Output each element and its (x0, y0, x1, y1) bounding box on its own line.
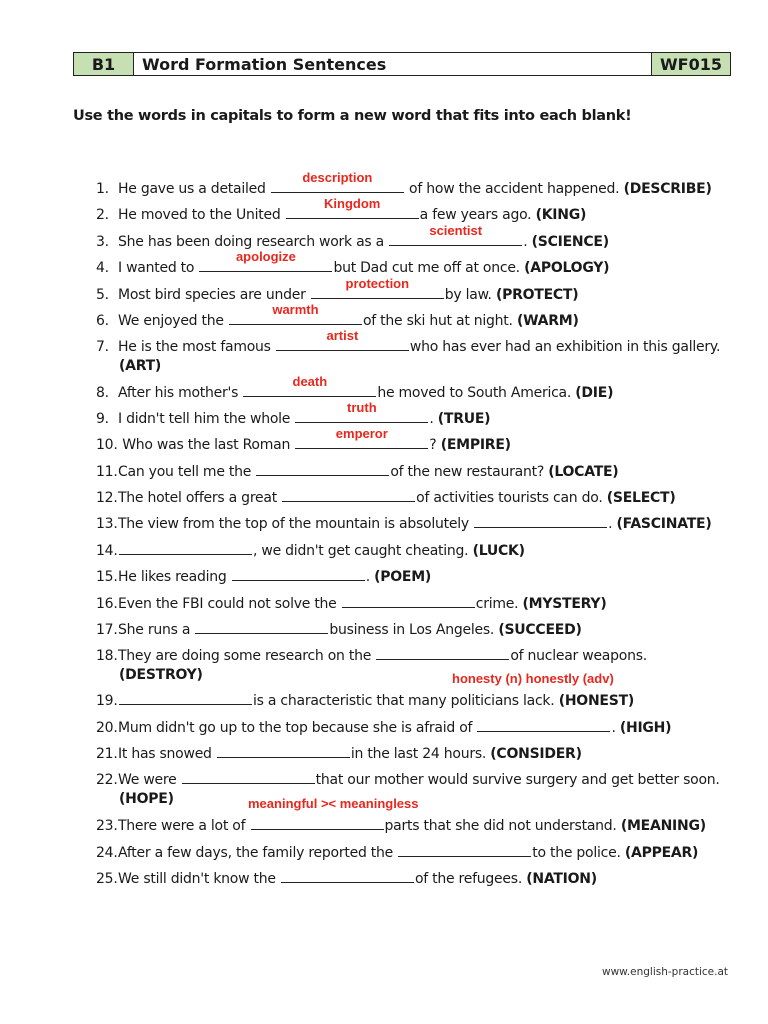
item-number: 17. (96, 622, 118, 638)
base-word: (SELECT) (606, 490, 676, 506)
answer-blank[interactable] (119, 692, 252, 705)
item-text-after: who has ever had an exhibition in this gallery. (409, 339, 721, 355)
item-number: 10. (96, 437, 118, 453)
answer-blank[interactable] (119, 542, 252, 555)
footer-url[interactable]: www.english-practice.at (602, 966, 729, 978)
base-word: (SCIENCE) (531, 234, 609, 250)
item-number: 19. (96, 693, 118, 709)
worksheet-title: Word Formation Sentences (134, 53, 651, 75)
item-text-before: She has been doing research work as a (118, 234, 389, 250)
item-text-after: by law. (444, 287, 496, 303)
base-word: (LUCK) (472, 543, 525, 559)
item-text-after: . (608, 516, 617, 532)
item-number: 18. (96, 648, 118, 664)
base-word: (MYSTERY) (522, 596, 607, 612)
item-number: 12. (96, 490, 118, 506)
exercise-item (96, 719, 671, 737)
exercise-item (96, 223, 609, 251)
base-word: (APPEAR) (624, 845, 699, 861)
item-text-after: is a characteristic that many politicians lack. (253, 693, 559, 709)
base-word: (DESCRIBE) (623, 181, 712, 197)
item-text-before: I didn't tell him the whole (118, 411, 295, 427)
answer-blank[interactable] (389, 223, 522, 246)
item-number: 7. (96, 339, 109, 355)
answer-text: apologize (235, 249, 296, 264)
answer-blank[interactable] (311, 276, 444, 299)
exercise-item (96, 400, 491, 428)
item-number: 14. (96, 543, 118, 559)
item-text-after: . (365, 569, 375, 585)
base-word: (TRUE) (437, 411, 491, 427)
exercise-item (96, 568, 431, 586)
item-text-before: Even the FBI could not solve the (118, 596, 341, 612)
answer-text: truth (347, 400, 377, 415)
answer-blank[interactable] (342, 595, 475, 608)
exercise-item (96, 489, 676, 507)
base-word: (HONEST) (558, 693, 635, 709)
item-number: 3. (96, 234, 109, 250)
item-text-after: of activities tourists can do. (416, 490, 607, 506)
item-text-before: After a few days, the family reported the (118, 845, 398, 861)
item-number: 1. (96, 181, 109, 197)
item-number: 8. (96, 385, 109, 401)
item-text-before: Can you tell me the (118, 464, 256, 480)
item-number: 2. (96, 207, 109, 223)
exercise-item (96, 647, 647, 665)
level-badge: B1 (74, 53, 134, 75)
item-text-after: of the refugees. (414, 871, 527, 887)
item-text-after: parts that she did not understand. (384, 818, 621, 834)
item-text-after: of nuclear weapons. (510, 648, 647, 664)
item-text-before: I wanted to (118, 260, 199, 276)
item-text-before: They are doing some research on the (118, 648, 376, 664)
answer-blank[interactable] (217, 745, 350, 758)
base-word: (SUCCEED) (498, 622, 582, 638)
worksheet-header (73, 52, 731, 76)
answer-blank[interactable] (232, 568, 365, 581)
answer-text: description (302, 170, 373, 185)
base-word: (APOLOGY) (524, 260, 610, 276)
answer-text: scientist (429, 223, 483, 238)
answer-blank[interactable] (229, 302, 362, 325)
base-word: (MEANING) (620, 818, 706, 834)
exercise-item (96, 692, 634, 710)
answer-blank[interactable] (286, 196, 419, 219)
item-text-before: After his mother's (118, 385, 243, 401)
exercise-item (96, 844, 698, 862)
base-word: (PROTECT) (495, 287, 579, 303)
answer-blank[interactable] (276, 328, 409, 351)
item-number: 23. (96, 818, 118, 834)
item-number: 9. (96, 411, 109, 427)
item-text-before: It has snowed (118, 746, 216, 762)
answer-text: Kingdom (324, 196, 381, 211)
answer-blank[interactable] (243, 374, 376, 397)
item-text-after: of how the accident happened. (404, 181, 624, 197)
base-word: (WARM) (516, 313, 579, 329)
base-word: (CONSIDER) (490, 746, 582, 762)
item-text-after: ? (429, 437, 441, 453)
base-word: (DESTROY) (119, 667, 203, 683)
item-number: 13. (96, 516, 118, 532)
item-text-after: of the new restaurant? (390, 464, 549, 480)
base-word: (KING) (535, 207, 587, 223)
exercise-item (96, 745, 582, 763)
item-number: 5. (96, 287, 109, 303)
instructions: Use the words in capitals to form a new word that fits into each blank! (73, 108, 632, 124)
answer-blank[interactable] (182, 771, 315, 784)
item-number: 4. (96, 260, 109, 276)
answer-blank[interactable] (295, 426, 428, 449)
answer-blank[interactable] (281, 870, 414, 883)
exercise-item (96, 817, 706, 835)
item-text-after: business in Los Angeles. (329, 622, 499, 638)
answer-blank[interactable] (199, 249, 332, 272)
answer-text: artist (326, 328, 359, 343)
base-word: (POEM) (374, 569, 432, 585)
exercise-item (96, 595, 606, 613)
item-text-before: He moved to the United (118, 207, 285, 223)
item-text-after: , we didn't get caught cheating. (253, 543, 473, 559)
answer-blank[interactable] (474, 515, 607, 528)
exercise-item (96, 328, 721, 356)
handwritten-note: meaningful >< meaningless (248, 796, 419, 811)
item-text-before: We still didn't know the (118, 871, 280, 887)
item-text-after: . (429, 411, 438, 427)
answer-text: emperor (335, 426, 388, 441)
base-word: (HIGH) (619, 720, 672, 736)
answer-blank[interactable] (295, 400, 428, 423)
item-text-before: The view from the top of the mountain is absolutely (118, 516, 474, 532)
item-text-after: in the last 24 hours. (350, 746, 491, 762)
item-text-before: He likes reading (118, 569, 231, 585)
item-text-before: The hotel offers a great (118, 490, 282, 506)
item-text-before: Who was the last Roman (118, 437, 295, 453)
answer-text: warmth (272, 302, 319, 317)
exercise-item (96, 515, 711, 533)
item-text-before: There were a lot of (118, 818, 250, 834)
item-number: 15. (96, 569, 118, 585)
item-number: 11. (96, 464, 118, 480)
item-text-after: but Dad cut me off at once. (333, 260, 525, 276)
answer-blank[interactable] (256, 463, 389, 476)
worksheet-code: WF015 (651, 53, 730, 75)
base-word: (DIE) (575, 385, 614, 401)
item-number: 16. (96, 596, 118, 612)
answer-blank[interactable] (271, 170, 404, 193)
answer-blank[interactable] (282, 489, 415, 502)
item-number: 6. (96, 313, 109, 329)
item-text-before: We were (118, 772, 181, 788)
item-text-before: He gave us a detailed (118, 181, 270, 197)
base-word: (LOCATE) (548, 464, 619, 480)
answer-blank[interactable] (477, 719, 610, 732)
item-number: 22. (96, 772, 118, 788)
base-word: (EMPIRE) (440, 437, 511, 453)
item-text-after: crime. (475, 596, 523, 612)
item-text-before: We enjoyed the (118, 313, 228, 329)
answer-blank[interactable] (251, 817, 384, 830)
item-text-after: that our mother would survive surgery and get better soon. (315, 772, 720, 788)
item-number: 24. (96, 845, 118, 861)
base-word: (HOPE) (119, 791, 174, 807)
item-text-after: of the ski hut at night. (362, 313, 517, 329)
item-text-after: he moved to South America. (377, 385, 576, 401)
exercise-item (96, 463, 618, 481)
exercise-item (96, 621, 582, 639)
base-word: (FASCINATE) (616, 516, 712, 532)
exercise-item (96, 426, 511, 454)
item-text-after: . (523, 234, 532, 250)
item-text-after: . (611, 720, 620, 736)
answer-blank[interactable] (376, 647, 509, 660)
base-word: (NATION) (526, 871, 597, 887)
answer-text: protection (345, 276, 410, 291)
exercise-item (96, 771, 720, 789)
answer-text: death (292, 374, 328, 389)
item-number: 21. (96, 746, 118, 762)
item-text-before: She runs a (118, 622, 195, 638)
exercise-item (96, 870, 597, 888)
exercise-item (96, 542, 525, 560)
item-text-before: Mum didn't go up to the top because she is afraid of (118, 720, 477, 736)
item-text-before: He is the most famous (118, 339, 275, 355)
item-text-after: to the police. (532, 845, 625, 861)
base-word: (ART) (119, 358, 162, 374)
answer-blank[interactable] (398, 844, 531, 857)
item-number: 20. (96, 720, 118, 736)
item-text-after: a few years ago. (419, 207, 536, 223)
item-text-before: Most bird species are under (118, 287, 310, 303)
item-number: 25. (96, 871, 118, 887)
handwritten-note: honesty (n) honestly (adv) (452, 671, 614, 686)
answer-blank[interactable] (195, 621, 328, 634)
